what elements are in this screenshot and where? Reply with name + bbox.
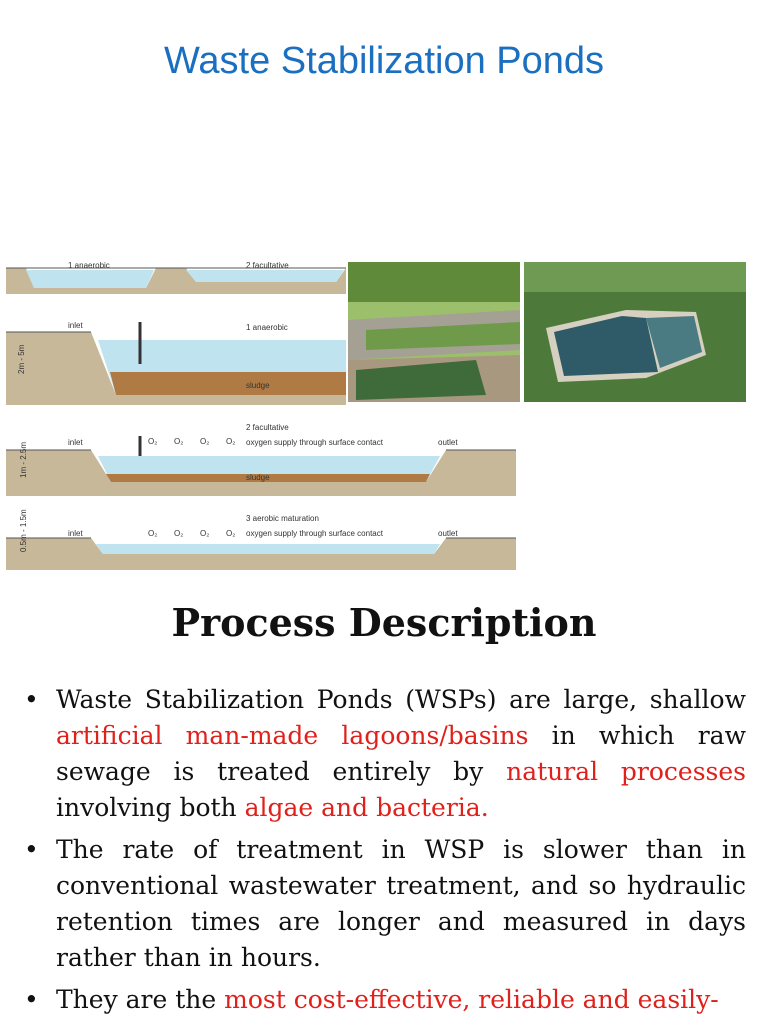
panel1-sludge: sludge: [246, 381, 270, 390]
panel3-inlet: inlet: [68, 529, 83, 538]
bullet-list: [24, 682, 746, 1024]
panel2-o2-1: O₂: [148, 437, 158, 446]
maturation-pond-diagram: [6, 506, 516, 570]
bullet-item: • They are the most cost-effective, reliable and easily-: [24, 982, 746, 1018]
panel3-o2-4: O₂: [226, 529, 236, 538]
panel2-sludge: sludge: [246, 473, 270, 482]
bullet-item: • The rate of treatment in WSP is slower than in conventional wastewater treatment, and so hydraulic retention times are longer and measured in days rather than in hours.: [24, 832, 746, 976]
panel2-o2-2: O₂: [174, 437, 184, 446]
panel3-o2-3: O₂: [200, 529, 210, 538]
anaerobic-pond-diagram: [6, 315, 346, 405]
bullet-marker: •: [24, 835, 39, 864]
panel3-oxygen: oxygen supply through surface contact: [246, 529, 383, 538]
top-strip-diagram: [6, 260, 346, 294]
facultative-pond-diagram: [6, 420, 516, 496]
bullet-marker: •: [24, 985, 39, 1014]
panel2-oxygen: oxygen supply through surface contact: [246, 438, 383, 447]
strip-label-1: 1 anaerobic: [68, 261, 110, 270]
bullet-marker: •: [24, 685, 39, 714]
pond-photo-rocks: [348, 262, 520, 402]
panel3-name: 3 aerobic maturation: [246, 514, 319, 523]
panel2-inlet: inlet: [68, 438, 83, 447]
panel1-depth: 2m - 5m: [17, 344, 26, 374]
panel2-outlet: outlet: [438, 438, 458, 447]
strip-label-2: 2 facultative: [246, 261, 289, 270]
section-heading: Process Description: [171, 600, 597, 645]
panel3-o2-2: O₂: [174, 529, 184, 538]
panel2-name: 2 facultative: [246, 423, 289, 432]
panel3-o2-1: O₂: [148, 529, 158, 538]
panel3-outlet: outlet: [438, 529, 458, 538]
panel2-depth: 1m - 2.5m: [19, 441, 28, 478]
panel2-o2-4: O₂: [226, 437, 236, 446]
panel3-depth: 0.5m - 1.5m: [19, 509, 28, 552]
page-title: Waste Stabilization Ponds: [163, 40, 605, 82]
panel1-name: 1 anaerobic: [246, 323, 288, 332]
pond-figure: [6, 260, 746, 572]
bullet-item: • Waste Stabilization Ponds (WSPs) are large, shallow artificial man-made lagoons/basins in which raw sewage is treated entirely by natural processes involving both algae and bacteria.: [24, 682, 746, 826]
panel2-o2-3: O₂: [200, 437, 210, 446]
pond-photo-aerial: [524, 262, 746, 402]
panel1-inlet: inlet: [68, 321, 83, 330]
